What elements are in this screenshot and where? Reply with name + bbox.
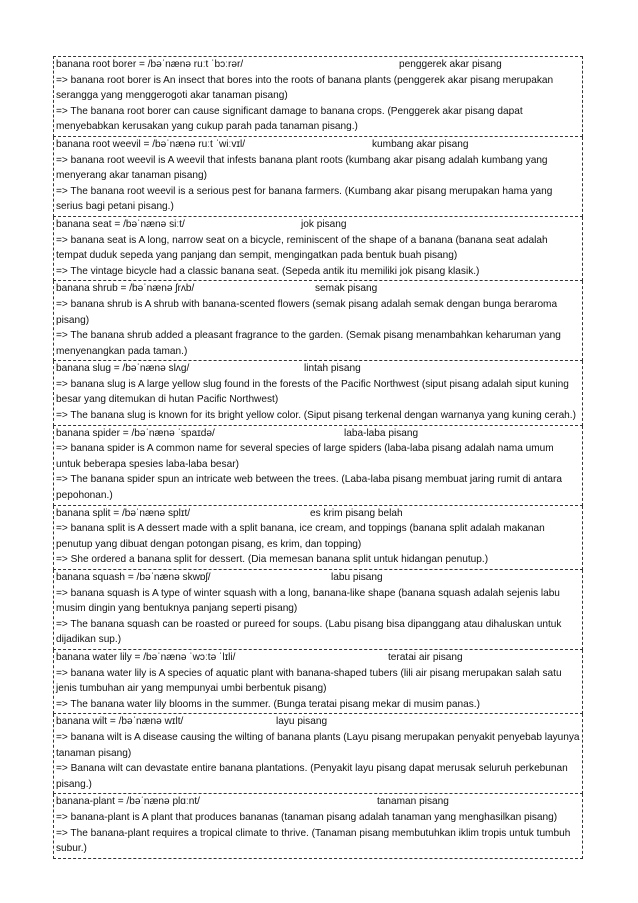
dictionary-entry bbox=[53, 794, 583, 858]
entry-term: banana water lily = /bəˈnænə ˈwɔːtə ˈlɪli/ bbox=[56, 651, 236, 663]
dictionary-entry bbox=[53, 570, 583, 650]
entry-example: => She ordered a banana split for dessert. (Dia memesan banana split untuk hidangan penutup.) bbox=[56, 554, 489, 566]
entry-term: banana slug = /bəˈnænə slʌg/ bbox=[56, 363, 190, 375]
entry-term: banana split = /bəˈnænə splɪt/ bbox=[56, 507, 191, 519]
entry-term: banana root borer = /bəˈnænə ruːt ˈbɔːrər/ bbox=[56, 59, 244, 70]
entry-definition: => banana root weevil is A weevil that infests banana plant roots (kumbang akar pisang adalah kumbang yang menyerang akar tanaman pisang) bbox=[56, 154, 548, 182]
entry-definition: => banana squash is A type of winter squash with a long, banana-like shape (banana squash adalah sejenis labu musim dingin yang bentuknya panjang seperti pisang) bbox=[56, 587, 560, 615]
entry-heading bbox=[56, 714, 580, 730]
entry-heading bbox=[56, 506, 580, 522]
entry-translation: jok pisang bbox=[301, 218, 347, 230]
entry-term: banana shrub = /bəˈnænə ʃrʌb/ bbox=[56, 283, 195, 295]
entry-example: => The vintage bicycle had a classic banana seat. (Sepeda antik itu memiliki jok pisang klasik.) bbox=[56, 265, 480, 277]
entry-translation: layu pisang bbox=[276, 716, 328, 728]
entry-translation: labu pisang bbox=[331, 572, 383, 583]
entry-heading bbox=[56, 794, 580, 810]
entry-heading bbox=[56, 281, 580, 297]
entry-heading bbox=[56, 137, 580, 153]
dictionary-entry bbox=[53, 361, 583, 425]
entry-example: => The banana squash can be roasted or pureed for soups. (Labu pisang bisa dipanggang atau dihaluskan untuk dijadikan sup.) bbox=[56, 618, 562, 646]
dictionary-entry bbox=[53, 137, 583, 217]
entry-definition: => banana seat is A long, narrow seat on a bicycle, reminiscent of the shape of a banana (banana seat adalah tempat duduk sepeda yang panjang dan sempit, mengingatkan pada bentuk buah pisang) bbox=[56, 234, 548, 262]
entry-translation: penggerek akar pisang bbox=[399, 59, 502, 70]
entry-term: banana wilt = /bəˈnænə wɪlt/ bbox=[56, 716, 184, 728]
entry-term: banana spider = /bəˈnænə ˈspaɪdə/ bbox=[56, 427, 215, 439]
dictionary-entry bbox=[53, 506, 583, 570]
entry-heading bbox=[56, 650, 580, 666]
dictionary-entry bbox=[53, 217, 583, 281]
entry-example: => The banana-plant requires a tropical climate to thrive. (Tanaman pisang membutuhkan iklim tropis untuk tumbuh subur.) bbox=[56, 827, 571, 855]
entry-translation: kumbang akar pisang bbox=[372, 138, 469, 150]
entry-example: => The banana water lily blooms in the summer. (Bunga teratai pisang mekar di musim panas.) bbox=[56, 698, 480, 710]
entry-heading bbox=[56, 570, 580, 586]
entry-definition: => banana shrub is A shrub with banana-scented flowers (semak pisang adalah semak dengan bunga beraroma pisang) bbox=[56, 298, 558, 326]
entry-translation: semak pisang bbox=[315, 283, 378, 295]
entry-heading bbox=[56, 57, 580, 73]
entry-definition: => banana root borer is An insect that bores into the roots of banana plants (penggerek akar pisang merupakan serangga yang menggerogoti akar tanaman pisang) bbox=[56, 74, 554, 102]
entry-term: banana seat = /bəˈnænə siːt/ bbox=[56, 218, 185, 230]
entry-term: banana-plant = /bəˈnænə plɑːnt/ bbox=[56, 796, 200, 808]
entry-example: => The banana slug is known for its bright yellow color. (Siput pisang terkenal dengan warnanya yang kuning cerah.) bbox=[56, 410, 576, 422]
dictionary-entry bbox=[53, 650, 583, 714]
entry-translation: es krim pisang belah bbox=[310, 507, 403, 519]
entry-definition: => banana-plant is A plant that produces bananas (tanaman pisang adalah tanaman yang menghasilkan pisang) bbox=[56, 811, 558, 823]
entry-heading bbox=[56, 361, 580, 377]
entry-term: banana root weevil = /bəˈnænə ruːt ˈwiːvɪl/ bbox=[56, 138, 246, 150]
dictionary-entry bbox=[53, 56, 583, 137]
entry-definition: => banana slug is A large yellow slug found in the forests of the Pacific Northwest (siput pisang adalah siput kuning besar yang ditemukan di hutan Pacific Northwest) bbox=[56, 378, 569, 406]
entry-example: => The banana spider spun an intricate web between the trees. (Laba-laba pisang membuat jaring rumit di antara pepohonan.) bbox=[56, 474, 562, 502]
entry-example: => Banana wilt can devastate entire banana plantations. (Penyakit layu pisang dapat merusak seluruh perkebunan pisang.) bbox=[56, 763, 568, 790]
entry-example: => The banana shrub added a pleasant fragrance to the garden. (Semak pisang menambahkan keharuman yang menyenangkan pada taman.) bbox=[56, 330, 561, 357]
entry-definition: => banana split is A dessert made with a split banana, ice cream, and toppings (banana split adalah makanan penutup yang dibuat dengan potongan pisang, es krim, dan topping) bbox=[56, 523, 545, 550]
entry-translation: teratai air pisang bbox=[388, 651, 463, 663]
entry-example: => The banana root borer can cause significant damage to banana crops. (Penggerek akar pisang dapat menyebabkan kerusakan yang cukup parah pada tanaman pisang.) bbox=[56, 105, 523, 133]
entry-heading bbox=[56, 217, 580, 233]
dictionary-entry bbox=[53, 426, 583, 506]
entry-definition: => banana spider is A common name for several species of large spiders (laba-laba pisang adalah nama umum untuk beberapa spesies laba-laba besar) bbox=[56, 443, 554, 470]
dictionary-entry bbox=[53, 281, 583, 361]
entry-definition: => banana wilt is A disease causing the wilting of banana plants (Layu pisang merupakan penyakit penyebab layunya tanaman pisang) bbox=[56, 731, 580, 759]
dictionary-entry bbox=[53, 714, 583, 794]
dictionary-page bbox=[53, 56, 583, 859]
entry-heading bbox=[56, 426, 580, 442]
entry-definition: => banana water lily is A species of aquatic plant with banana-shaped tubers (lili air pisang merupakan salah satu jenis tumbuhan air yang mempunyai umbi berbentuk pisang) bbox=[56, 667, 562, 695]
entry-translation: laba-laba pisang bbox=[344, 427, 419, 439]
entry-example: => The banana root weevil is a serious pest for banana farmers. (Kumbang akar pisang merupakan hama yang serius bagi petani pisang.) bbox=[56, 185, 553, 213]
entry-term: banana squash = /bəˈnænə skwɒʃ/ bbox=[56, 572, 211, 583]
entry-translation: lintah pisang bbox=[304, 363, 361, 375]
entry-translation: tanaman pisang bbox=[377, 796, 449, 808]
